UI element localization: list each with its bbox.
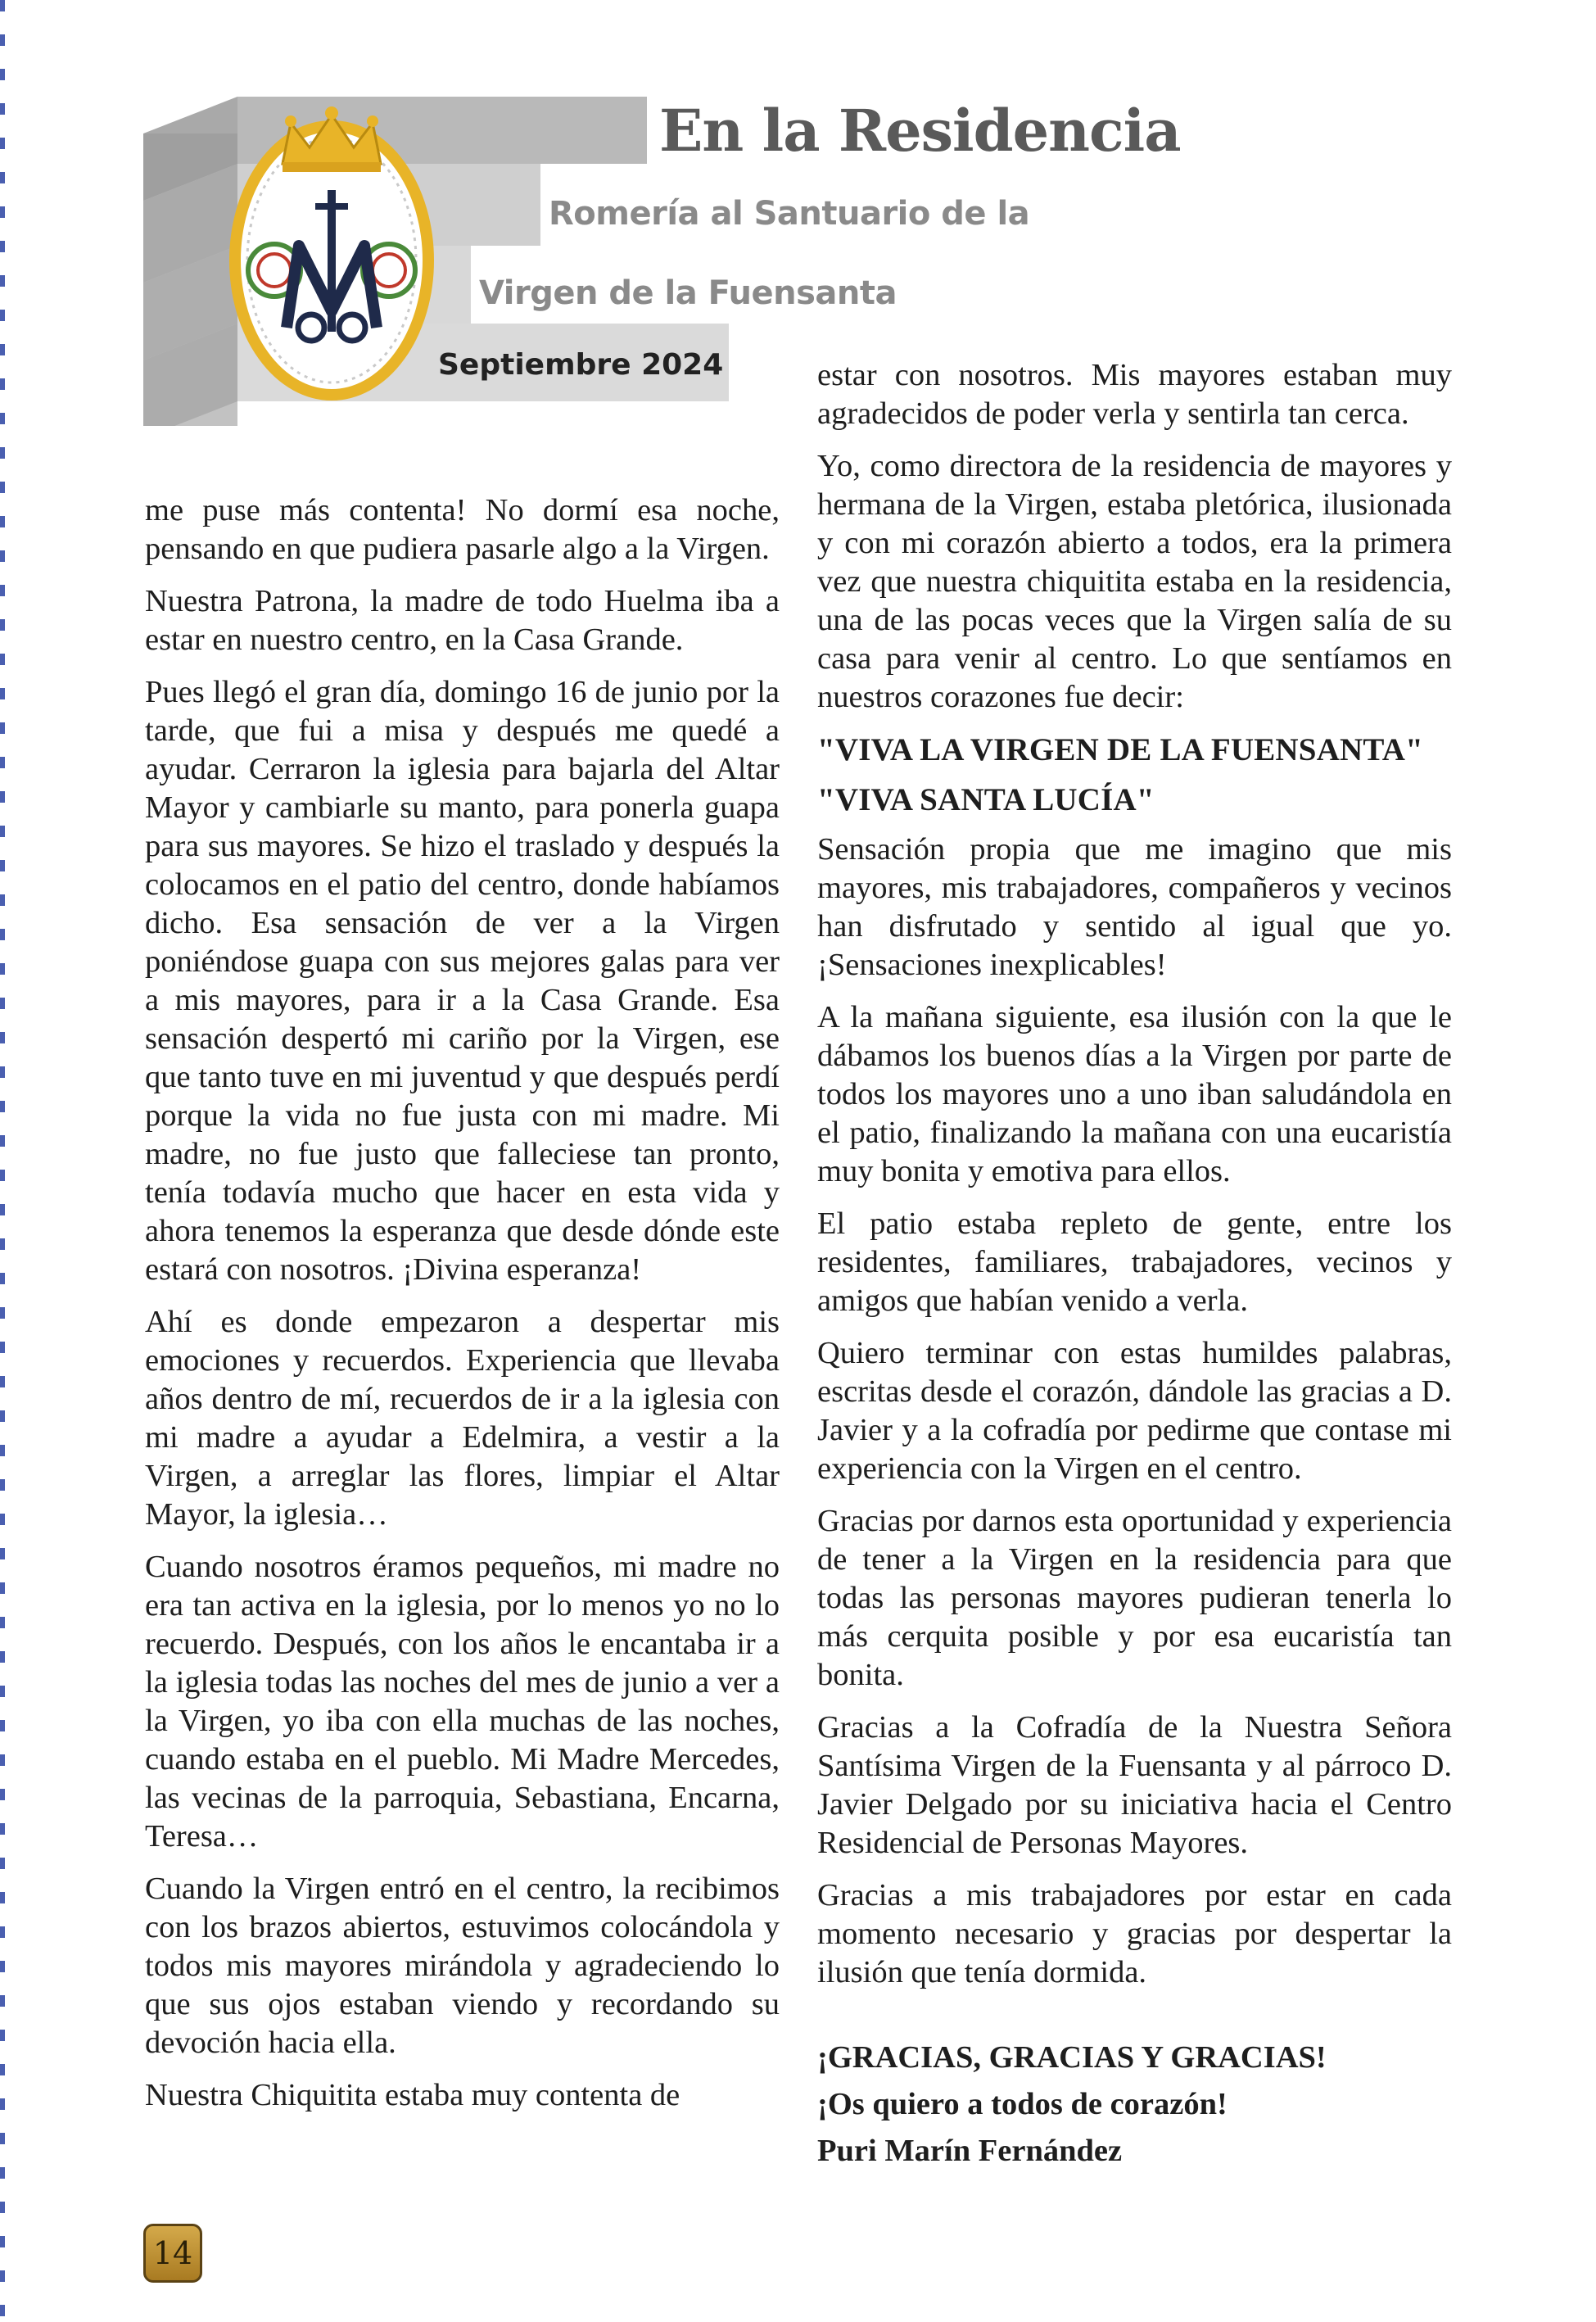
paragraph: Nuestra Chiquitita estaba muy contenta de [145,2078,680,2112]
paragraph: Ahí es donde empezaron a despertar mis emociones y recuerdos. Experiencia que llevaba años dentro de mí, recuerdos de ir a la iglesia con mi madre a ayudar a Edelmira, a vestir a la Virgen, a arreglar las flores, limpiar el Altar Mayor, la iglesia… [145,1305,780,1532]
closing-love: ¡Os quiero a todos de corazón! [817,2087,1228,2121]
subtitle-line-2: Virgen de la Fuensanta [479,274,897,312]
paragraph: estar con nosotros. Mis mayores estaban muy agradecidos de poder verla y sentirla tan cerca. [817,358,1452,431]
paragraph: Yo, como directora de la residencia de mayores y hermana de la Virgen, estaba pletórica, ilusionada y con mi corazón abierto a todos, era la primera vez que nuestra chiquitita estaba en la residencia, una de las pocas veces que la Virgen salía de su casa para venir al centro. Lo que sentíamos en nuestros corazones fue decir: [817,449,1452,714]
subtitle-line-1: Romería al Santuario de la [549,195,1030,233]
page-number-badge [143,2224,202,2283]
paragraph: me puse más contenta! No dormí esa noche, pensando en que pudiera pasarle algo a la Virgen. [145,493,780,566]
page-number: 14 [152,2235,193,2271]
issue-date: Septiembre 2024 [438,348,724,382]
left-column [145,491,780,2129]
shout-heading-saint: "VIVA SANTA LUCÍA" [817,782,1155,817]
paragraph: Pues llegó el gran día, domingo 16 de junio por la tarde, que fui a misa y después me quedé a ayudar. Cerraron la iglesia para bajarla del Altar Mayor y cambiarle su manto, para ponerla guapa para sus mayores. Se hizo el traslado y después la colocamos en el patio del centro, donde habíamos dicho. Esa sensación de ver a la Virgen poniéndose guapa con sus mejores galas para ver a mis mayores, para ir a la Casa Grande. Esa sensación despertó mi cariño por la Virgen, ese que tanto tuve en mi juventud y que después perdí porque la vida no fue justa con mi madre. Mi madre, no fue justo que falleciese tan pronto, tenía todavía mucho que hacer en esta vida y ahora tenemos la esperanza que desde dónde este estará con nosotros. ¡Divina esperanza! [145,675,780,1287]
paragraph: Gracias por darnos esta oportunidad y experiencia de tener a la Virgen en la residencia para que todas las personas mayores pudieran tenerla lo más cerquita posible y por esa eucaristía tan bonita. [817,1504,1452,1692]
paragraph: Cuando la Virgen entró en el centro, la recibimos con los brazos abiertos, estuvimos colocándola y todos mis mayores mirándola y agradeciendo lo que sus ojos estaban viendo y recordando su devoción hacia ella. [145,1872,780,2060]
paragraph: Cuando nosotros éramos pequeños, mi madre no era tan activa en la iglesia, por lo menos yo no lo recuerdo. Después, con los años le encantaba ir a la iglesia todas las noches del mes de junio a ver a la Virgen, yo iba con ella muchas de las noches, cuando estaba en el pueblo. Mi Madre Mercedes, las vecinas de la parroquia, Sebastiana, Encarna, Teresa… [145,1550,780,1854]
shout-heading-virgin: "VIVA LA VIRGEN DE LA FUENSANTA" [817,732,1423,767]
paragraph: A la mañana siguiente, esa ilusión con la que le dábamos los buenos días a la Virgen por parte de todos los mayores uno a uno iban saludándola en el patio, finalizando la mañana con una eucaristía muy bonita y emotiva para ellos. [817,1000,1452,1188]
paragraph: Nuestra Patrona, la madre de todo Huelma iba a estar en nuestro centro, en la Casa Grande. [145,584,780,657]
right-column [817,356,1452,2179]
author-signature: Puri Marín Fernández [817,2134,1123,2168]
spacer [817,2006,1452,2039]
paragraph: Gracias a mis trabajadores por estar en cada momento necesario y gracias por despertar la ilusión que tenía dormida. [817,1878,1452,1989]
paragraph: Quiero terminar con estas humildes palabras, escritas desde el corazón, dándole las gracias a D. Javier y a la cofradía por pedirme que contase mi experiencia con la Virgen en el centro. [817,1336,1452,1486]
closing-thanks: ¡GRACIAS, GRACIAS Y GRACIAS! [817,2040,1327,2075]
paragraph: Sensación propia que me imagino que mis mayores, mis trabajadores, compañeros y vecinos han disfrutado y sentido al igual que yo. ¡Sensaciones inexplicables! [817,832,1452,982]
paragraph: El patio estaba repleto de gente, entre los residentes, familiares, trabajadores, vecinos y amigos que habían venido a verla. [817,1206,1452,1318]
section-title: En la Residencia [659,97,1181,165]
paragraph: Gracias a la Cofradía de la Nuestra Señora Santísima Virgen de la Fuensanta y al párroco D. Javier Delgado por su iniciativa hacia el Centro Residencial de Personas Mayores. [817,1710,1452,1860]
